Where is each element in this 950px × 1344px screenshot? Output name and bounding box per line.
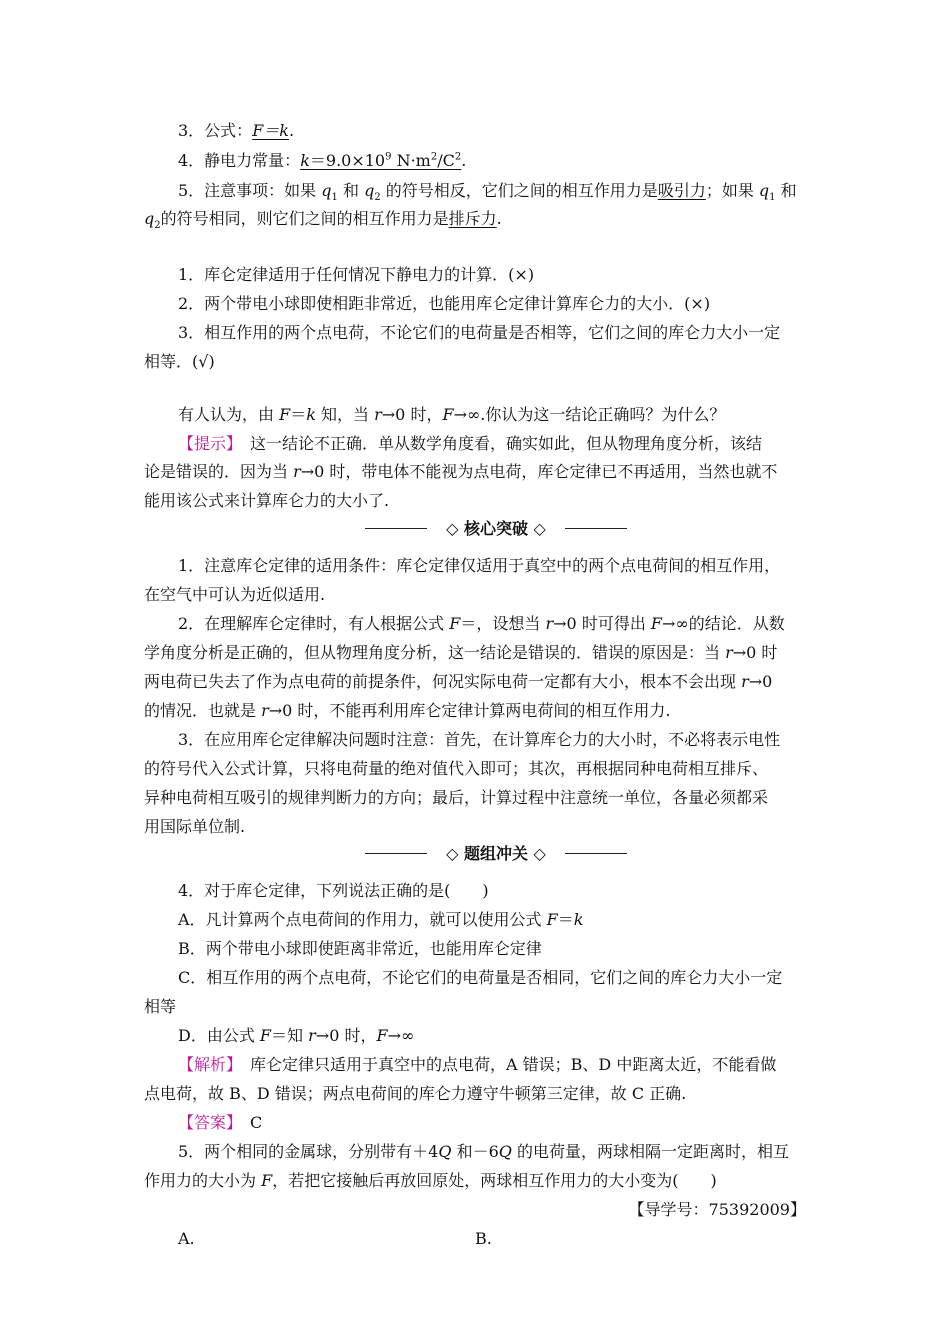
think-question: 有人认为，由 F＝k 知，当 r→0 时，F→∞.你认为这一结论正确吗？为什么？ — [178, 405, 726, 424]
q5-stem-line1: 5．两个相同的金属球，分别带有＋4Q 和－6Q 的电荷量，两球相隔一定距离时，相互 — [178, 1142, 789, 1161]
q4-answer: 【答案】 C — [178, 1113, 263, 1132]
q4-option-c: C．相互作用的两个点电荷，不论它们的电荷量是否相同，它们之间的库仑力大小一定 — [178, 968, 783, 987]
hint-line-1: 【提示】 这一结论不正确．单从数学角度看，确实如此，但从物理角度分析，该结 — [178, 434, 763, 453]
core-p2-line1: 2．在理解库仑定律时，有人根据公式 F＝，设想当 r→0 时可得出 F→∞的结论．从数 — [178, 614, 785, 633]
q4-option-b: B．两个带电小球即使距离非常近，也能用库仑定律 — [178, 939, 542, 958]
core-p3-line3: 异种电荷相互吸引的规律判断力的方向；最后，计算过程中注意统一单位，各量必须都采 — [144, 788, 769, 807]
item-notes: 5．注意事项：如果 $q_1$ 和 $q_2$ 的符号相反，它们之间的相互作用力是吸引力；如果 $q_1$ 和 — [178, 181, 797, 204]
judgment-3: 3．相互作用的两个点电荷，不论它们的电荷量是否相等，它们之间的库仑力大小一定 — [178, 323, 781, 342]
q5-option-a: A. — [178, 1229, 195, 1248]
item-notes-cont: $q_2$的符号相同，则它们之间的相互作用力是排斥力. — [144, 209, 502, 232]
divider — [365, 853, 427, 854]
divider — [365, 528, 427, 529]
hint-line-3: 能用该公式来计算库仑力的大小了. — [144, 491, 390, 510]
analysis-label: 【解析】 — [178, 1055, 235, 1074]
q4-option-d: D．由公式 F＝知 r→0 时，F→∞ — [178, 1026, 415, 1045]
core-p1-line1: 1．注意库仑定律的适用条件：库仑定律仅适用于真空中的两个点电荷间的相互作用， — [178, 556, 781, 575]
answer-label: 【答案】 — [178, 1113, 235, 1132]
q4-stem: 4．对于库仑定律，下列说法正确的是( ) — [178, 881, 489, 900]
core-p2-line3: 两电荷已失去了作为点电荷的前提条件，何况实际电荷一定都有大小，根本不会出现 r→0 — [144, 672, 773, 691]
item-constant: 4．静电力常量：$k=9.0\times 10^9$ $N\cdot m^2/C^2$. — [178, 151, 467, 170]
core-p1-line2: 在空气中可认为近似适用. — [144, 585, 326, 604]
section-title: ◇ 题组冲关 ◇ — [446, 844, 546, 863]
hint-line-2: 论是错误的．因为当 r→0 时，带电体不能视为点电荷，库仑定律已不再适用，当然也就不 — [144, 462, 778, 481]
core-p3-line2: 的符号代入公式计算，只将电荷量的绝对值代入即可；其次，再根据同种电荷相互排斥、 — [144, 759, 769, 778]
core-p3-line1: 3．在应用库仑定律解决问题时注意：首先，在计算库仑力的大小时，不必将表示电性 — [178, 730, 781, 749]
core-p2-line4: 的情况．也就是 r→0 时，不能再利用库仑定律计算两电荷间的相互作用力. — [144, 701, 671, 720]
q5-option-b: B. — [475, 1229, 492, 1248]
item-formula: 3．公式：F＝k. — [178, 121, 295, 140]
q4-option-c-cont: 相等 — [144, 997, 177, 1016]
section-heading-core — [365, 518, 627, 540]
judgment-2: 2．两个带电小球即使相距非常近，也能用库仑定律计算库仑力的大小．(×) — [178, 294, 711, 313]
q5-stem-line2: 作用力的大小为 F，若把它接触后再放回原处，两球相互作用力的大小变为( ) — [144, 1171, 717, 1190]
q4-analysis-line2: 点电荷，故 B、D 错误；两点电荷间的库仑力遵守牛顿第三定律，故 C 正确. — [144, 1084, 687, 1103]
section-heading-practice — [365, 843, 627, 865]
q4-analysis-line1: 【解析】 库仑定律只适用于真空中的点电荷，A 错误；B、D 中距离太近，不能看做 — [178, 1055, 777, 1074]
divider — [565, 853, 627, 854]
core-p2-line2: 学角度分析是正确的，但从物理角度分析，这一结论是错误的．错误的原因是：当 r→0 时 — [144, 643, 778, 662]
q4-option-a: A．凡计算两个点电荷间的作用力，就可以使用公式 F＝k — [178, 910, 584, 929]
section-title: ◇ 核心突破 ◇ — [446, 519, 546, 538]
core-p3-line4: 用国际单位制. — [144, 817, 246, 836]
hint-label: 【提示】 — [178, 434, 235, 453]
guide-number: 【导学号：75392009】 — [628, 1200, 806, 1219]
judgment-1: 1．库仑定律适用于任何情况下静电力的计算．(×) — [178, 265, 535, 284]
divider — [565, 528, 627, 529]
judgment-3-cont: 相等．(√) — [144, 352, 215, 371]
